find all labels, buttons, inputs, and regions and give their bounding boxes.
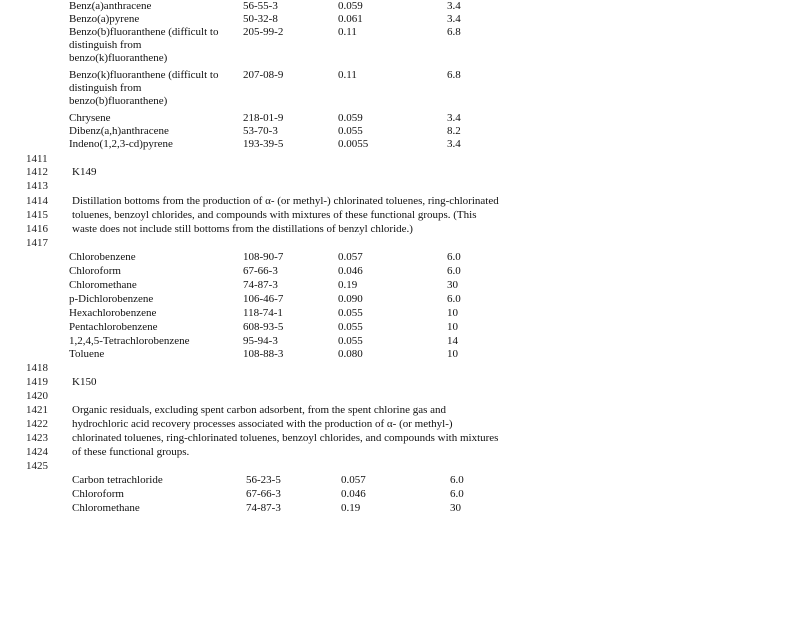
description-line: Distillation bottoms from the production of α- (or methyl-) chlorinated toluenes, ring-chlorinated — [72, 195, 499, 207]
constituent-name: Chloroform — [72, 488, 124, 500]
cas-number: 608-93-5 — [243, 321, 284, 333]
cas-number: 50-32-8 — [243, 13, 278, 25]
nonwastewater-value: 6.8 — [447, 69, 461, 81]
wastewater-value: 0.055 — [338, 125, 363, 137]
line-number: 1411 — [26, 153, 48, 165]
constituent-name: Chrysene — [69, 112, 111, 124]
line-number: 1420 — [26, 390, 48, 402]
line-number: 1413 — [26, 180, 48, 192]
wastewater-value: 0.059 — [338, 0, 363, 12]
constituent-name: Pentachlorobenzene — [69, 321, 158, 333]
constituent-name: Chloromethane — [69, 279, 137, 291]
wastewater-value: 0.055 — [338, 335, 363, 347]
constituent-name: Dibenz(a,h)anthracene — [69, 125, 169, 137]
cas-number: 218-01-9 — [243, 112, 284, 124]
cas-number: 53-70-3 — [243, 125, 278, 137]
wastewater-value: 0.090 — [338, 293, 363, 305]
constituent-name: Carbon tetrachloride — [72, 474, 163, 486]
wastewater-value: 0.080 — [338, 348, 363, 360]
wastewater-value: 0.19 — [338, 279, 358, 291]
line-number: 1416 — [26, 223, 48, 235]
line-number: 1418 — [26, 362, 48, 374]
description-line: waste does not include still bottoms from the distillations of benzyl chloride.) — [72, 223, 413, 235]
nonwastewater-value: 30 — [447, 279, 458, 291]
wastewater-value: 0.11 — [338, 26, 357, 38]
nonwastewater-value: 6.0 — [447, 265, 461, 277]
nonwastewater-value: 3.4 — [447, 0, 461, 12]
wastewater-value: 0.11 — [338, 69, 357, 81]
nonwastewater-value: 10 — [447, 321, 458, 333]
cas-number: 108-90-7 — [243, 251, 284, 263]
wastewater-value: 0.055 — [338, 307, 363, 319]
description-line: Organic residuals, excluding spent carbon adsorbent, from the spent chlorine gas and — [72, 404, 446, 416]
wastewater-value: 0.046 — [338, 265, 363, 277]
wastewater-value: 0.059 — [338, 112, 363, 124]
nonwastewater-value: 6.0 — [447, 293, 461, 305]
nonwastewater-value: 6.0 — [450, 474, 464, 486]
nonwastewater-value: 10 — [447, 348, 458, 360]
wastewater-value: 0.057 — [341, 474, 366, 486]
cas-number: 205-99-2 — [243, 26, 284, 38]
waste-code: K150 — [72, 376, 97, 388]
nonwastewater-value: 14 — [447, 335, 458, 347]
cas-number: 207-08-9 — [243, 69, 284, 81]
cas-number: 56-55-3 — [243, 0, 278, 12]
line-number: 1412 — [26, 166, 48, 178]
line-number: 1424 — [26, 446, 48, 458]
line-number: 1423 — [26, 432, 48, 444]
description-line: hydrochloric acid recovery processes associated with the production of α- (or methyl-) — [72, 418, 453, 430]
cas-number: 67-66-3 — [243, 265, 278, 277]
wastewater-value: 0.0055 — [338, 138, 369, 150]
constituent-name: Hexachlorobenzene — [69, 307, 157, 319]
constituent-name: Benzo(k)fluoranthene (difficult to distinguish from benzo(b)fluoranthene) — [69, 69, 219, 107]
line-number: 1415 — [26, 209, 48, 221]
cas-number: 108-88-3 — [243, 348, 284, 360]
cas-number: 56-23-5 — [246, 474, 281, 486]
nonwastewater-value: 30 — [450, 502, 461, 514]
wastewater-value: 0.057 — [338, 251, 363, 263]
line-number: 1425 — [26, 460, 48, 472]
line-number: 1417 — [26, 237, 48, 249]
waste-code: K149 — [72, 166, 97, 178]
description-line: of these functional groups. — [72, 446, 190, 458]
constituent-name: 1,2,4,5-Tetrachlorobenzene — [69, 335, 190, 347]
cas-number: 74-87-3 — [243, 279, 278, 291]
constituent-name: p-Dichlorobenzene — [69, 293, 154, 305]
cas-number: 74-87-3 — [246, 502, 281, 514]
line-number: 1422 — [26, 418, 48, 430]
constituent-name: Chlorobenzene — [69, 251, 136, 263]
constituent-name: Benzo(a)pyrene — [69, 13, 140, 25]
cas-number: 67-66-3 — [246, 488, 281, 500]
line-number: 1414 — [26, 195, 48, 207]
nonwastewater-value: 10 — [447, 307, 458, 319]
wastewater-value: 0.061 — [338, 13, 363, 25]
description-line: chlorinated toluenes, ring-chlorinated toluenes, benzoyl chlorides, and compounds with mixtures — [72, 432, 499, 444]
nonwastewater-value: 3.4 — [447, 13, 461, 25]
description-line: toluenes, benzoyl chlorides, and compounds with mixtures of these functional groups. (This — [72, 209, 477, 221]
nonwastewater-value: 6.8 — [447, 26, 461, 38]
cas-number: 118-74-1 — [243, 307, 283, 319]
constituent-name: Indeno(1,2,3-cd)pyrene — [69, 138, 173, 150]
nonwastewater-value: 8.2 — [447, 125, 461, 137]
constituent-name: Benzo(b)fluoranthene (difficult to distinguish from benzo(k)fluoranthene) — [69, 26, 219, 64]
cas-number: 95-94-3 — [243, 335, 278, 347]
constituent-name: Toluene — [69, 348, 105, 360]
wastewater-value: 0.19 — [341, 502, 361, 514]
wastewater-value: 0.046 — [341, 488, 366, 500]
constituent-name: Chloroform — [69, 265, 121, 277]
line-number: 1421 — [26, 404, 48, 416]
wastewater-value: 0.055 — [338, 321, 363, 333]
nonwastewater-value: 3.4 — [447, 138, 461, 150]
line-number: 1419 — [26, 376, 48, 388]
cas-number: 106-46-7 — [243, 293, 284, 305]
cas-number: 193-39-5 — [243, 138, 284, 150]
constituent-name: Benz(a)anthracene — [69, 0, 152, 12]
nonwastewater-value: 6.0 — [447, 251, 461, 263]
nonwastewater-value: 3.4 — [447, 112, 461, 124]
nonwastewater-value: 6.0 — [450, 488, 464, 500]
constituent-name: Chloromethane — [72, 502, 140, 514]
